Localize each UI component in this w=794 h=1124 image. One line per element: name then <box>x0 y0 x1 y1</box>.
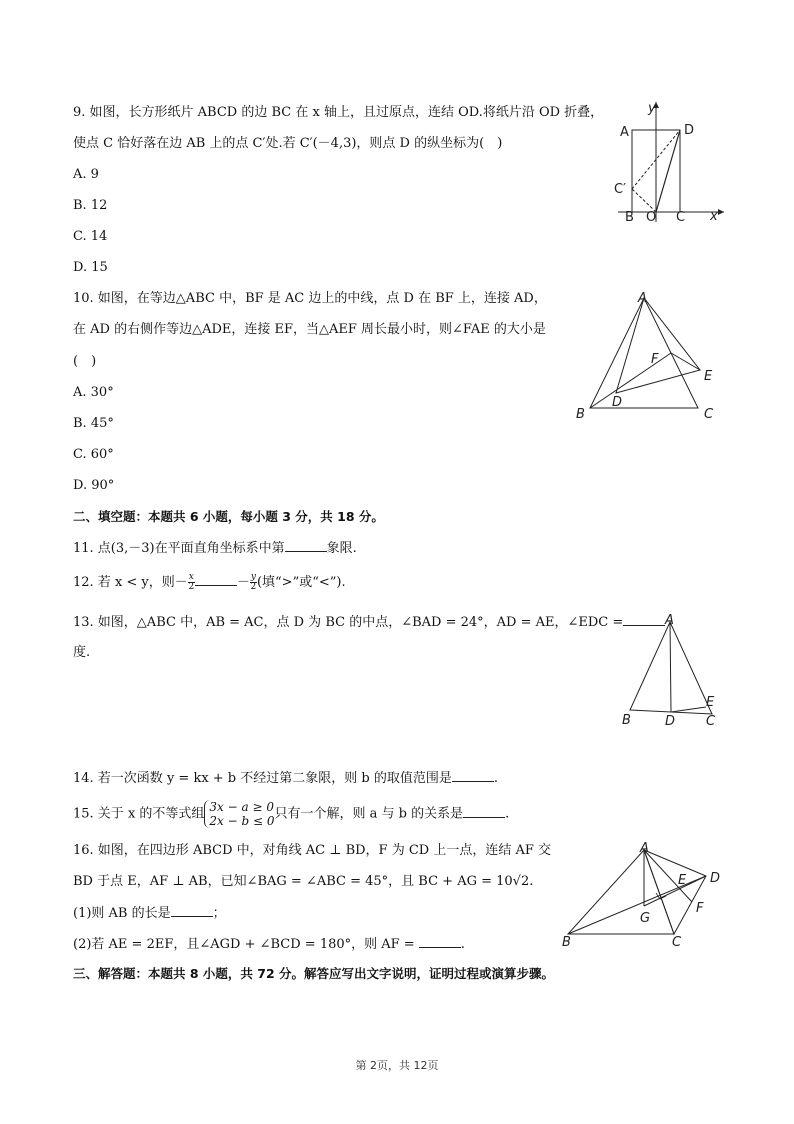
label-a: A <box>640 841 649 856</box>
q13-text: 13. 如图，△ABC 中，AB = AC，点 D 为 BC 的中点，∠BAD = 24°，AD = AE，∠EDC = <box>73 615 624 630</box>
label-c: C <box>672 935 682 950</box>
label-c: C <box>676 210 686 225</box>
q12-text-pre: 12. 若 x < y，则－ <box>73 575 188 590</box>
q15-stem <box>73 800 509 828</box>
q9-stem-line1: 9. 如图，长方形纸片 ABCD 的边 BC 在 x 轴上，且过原点，连结 OD.将纸片沿 OD 折叠， <box>73 105 604 120</box>
label-a: A <box>620 125 629 140</box>
label-e: E <box>678 873 687 888</box>
q10-stem-line2: 在 AD 的右侧作等边△ADE，连接 EF，当△AEF 周长最小时，则∠FAE 的大小是 <box>73 322 546 337</box>
q13-stem-line2: 度. <box>73 645 91 660</box>
segment-de <box>671 707 706 712</box>
q13-figure <box>612 610 724 730</box>
q16-part2 <box>73 935 465 954</box>
q9-option-d: D. 15 <box>73 260 108 275</box>
label-d: D <box>612 395 623 410</box>
label-g: G <box>640 911 651 926</box>
segment-od <box>656 130 680 212</box>
label-c: C <box>704 407 714 422</box>
label-o: O <box>646 210 657 225</box>
q9-option-c: C. 14 <box>73 229 108 244</box>
q16-part2-text: (2)若 AE = 2EF，且∠AGD + ∠BCD = 180°，则 AF = <box>73 937 415 952</box>
q16-stem-line1: 16. 如图，在四边形 ABCD 中，对角线 AC ⊥ BD，F 为 CD 上一点，连结 AF 交 <box>73 843 552 858</box>
label-b: B <box>562 935 571 950</box>
median-bf <box>590 353 671 408</box>
segment-oc-prime <box>632 189 656 212</box>
q12-stem <box>73 573 346 592</box>
q16-figure <box>556 840 726 950</box>
segment-ad <box>670 622 671 712</box>
label-a: A <box>665 613 674 628</box>
q15-inequality-system: 3x − a ≥ 0 2x − b ≤ 0 <box>204 800 274 828</box>
label-f: F <box>651 352 659 367</box>
label-c-prime: C′ <box>614 182 627 197</box>
label-a: A <box>638 291 647 306</box>
q11-text-pre: 11. 点(3,－3)在平面直角坐标系中第 <box>73 541 285 556</box>
triangle-abc <box>568 850 674 934</box>
q14-text-post: . <box>493 771 498 786</box>
q12-text-mid: － <box>236 575 250 590</box>
triangle-ade <box>616 298 700 393</box>
q10-option-c: C. 60° <box>73 447 114 462</box>
q12-answer-blank[interactable] <box>195 573 237 586</box>
q10-option-b: B. 45° <box>73 416 114 431</box>
label-e: E <box>704 369 713 384</box>
q9-figure <box>608 98 728 226</box>
label-c: C <box>706 714 716 729</box>
q16-part1-end: ； <box>212 906 226 921</box>
x-axis-arrow <box>718 209 724 215</box>
q14-stem <box>73 769 498 788</box>
q16-part1-text: (1)则 AB 的长是 <box>73 906 171 921</box>
triangle-abc <box>590 298 698 408</box>
q16-part2-end: . <box>460 937 465 952</box>
q10-stem-line1: 10. 如图，在等边△ABC 中，BF 是 AC 边上的中线，点 D 在 BF 上，连接 AD， <box>73 291 547 306</box>
q16-part1-answer-blank[interactable] <box>171 904 213 917</box>
q15-answer-blank[interactable] <box>463 805 505 818</box>
q15-text-pre: 15. 关于 x 的不等式组 <box>73 806 205 822</box>
q16-stem-line2: BD 于点 E，AF ⊥ AB，已知∠BAG = ∠ABC = 45°，且 BC + AG = 10√2. <box>73 874 534 889</box>
q15-text-post: 只有一个解，则 a 与 b 的关系是 <box>274 806 464 822</box>
page-footer: 第 2页，共 12页 <box>355 1059 439 1072</box>
q10-stem-line3: ( ) <box>73 354 97 369</box>
q13-stem-line1 <box>73 613 665 632</box>
q14-answer-blank[interactable] <box>452 769 494 782</box>
label-e: E <box>706 695 715 710</box>
q12-text-post: (填“>”或“<”). <box>256 575 346 590</box>
label-d: D <box>665 714 676 729</box>
q16-part2-answer-blank[interactable] <box>419 935 461 948</box>
q10-option-d: D. 90° <box>73 478 115 493</box>
q9-option-b: B. 12 <box>73 198 108 213</box>
q11-text-post: 象限. <box>326 541 357 556</box>
q10-option-a: A. 30° <box>73 385 114 400</box>
q11-answer-blank[interactable] <box>285 539 327 552</box>
q16-part1 <box>73 904 226 923</box>
label-y: y <box>648 101 656 116</box>
q9-stem-line2: 使点 C 恰好落在边 AB 上的点 C′处.若 C′(－4,3)，则点 D 的纵坐标为( ) <box>73 136 503 151</box>
q14-text-pre: 14. 若一次函数 y = kx + b 不经过第二象限，则 b 的取值范围是 <box>73 771 452 786</box>
triangle-adc <box>644 850 706 934</box>
q12-fraction-x: $\frac{x}{2}$ <box>188 572 195 592</box>
q9-option-a: A. 9 <box>73 167 99 182</box>
q15-text-end: . <box>505 806 510 822</box>
section2-heading: 二、填空题：本题共 6 小题，每小题 3 分，共 18 分。 <box>73 509 384 524</box>
label-b: B <box>625 210 634 225</box>
q10-figure <box>570 290 720 422</box>
q12-fraction-y: $\frac{y}{2}$ <box>250 572 257 592</box>
section3-heading: 三、解答题：本题共 8 小题，共 72 分。解答应写出文字说明，证明过程或演算步骤。 <box>73 966 555 981</box>
label-f: F <box>696 901 704 916</box>
label-d: D <box>684 123 695 138</box>
label-x: x <box>710 209 718 224</box>
q11-stem <box>73 539 357 558</box>
label-b: B <box>622 713 631 728</box>
label-b: B <box>576 407 585 422</box>
label-d: D <box>710 871 721 886</box>
